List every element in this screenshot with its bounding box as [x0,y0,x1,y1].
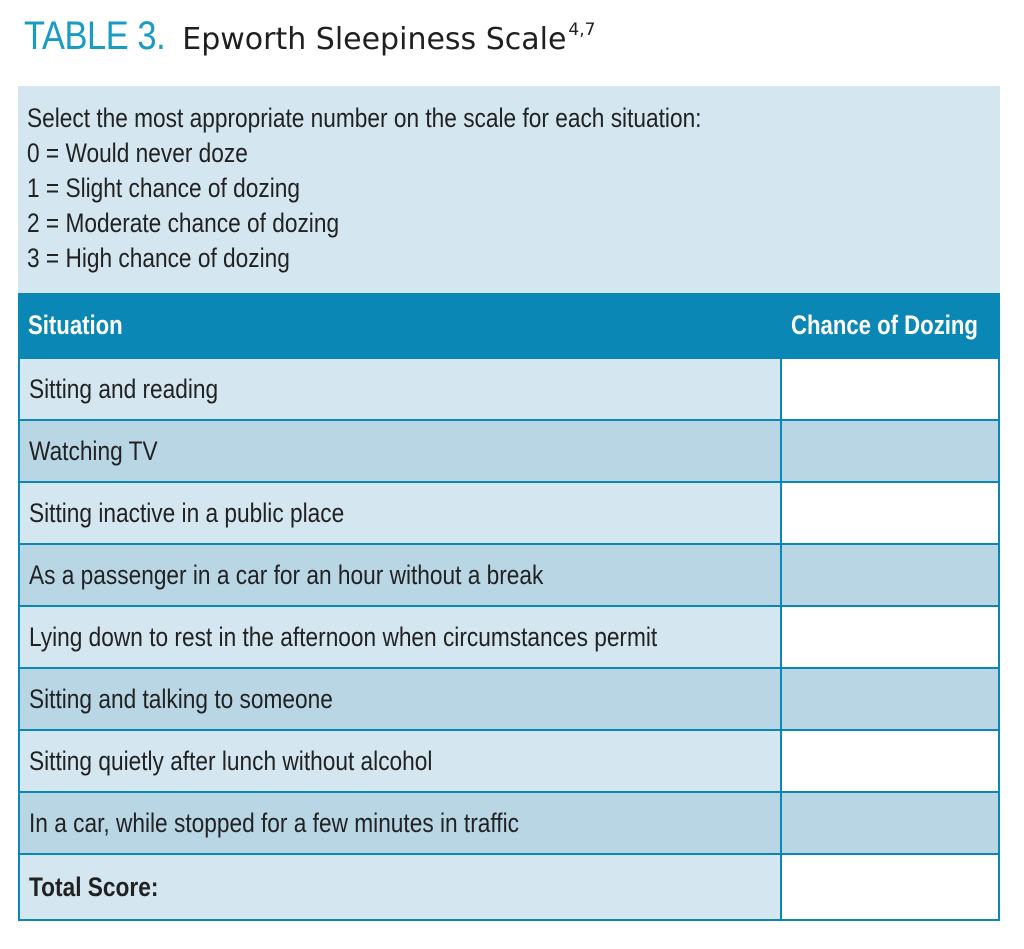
table-title [24,14,595,74]
table-row [18,543,1000,605]
situation-label: Watching TV [29,436,158,466]
situation-label: Sitting and reading [29,374,219,404]
scale-item-3: 3 = High chance of dozing [27,243,290,273]
scale-item-1: 1 = Slight chance of dozing [27,173,300,203]
table-row [18,667,1000,729]
table-title-text: Epworth Sleepiness Scale [182,22,567,57]
situation-label: Sitting and talking to someone [29,684,333,714]
situation-cell [18,421,782,481]
total-score-label-cell [18,855,782,919]
situation-label: Lying down to rest in the afternoon when circumstances permit [29,622,658,652]
table-row [18,357,1000,419]
chance-input-cell[interactable] [782,731,1000,791]
instructions-line-intro: Select the most appropriate number on the scale for each situation: [27,103,702,133]
sleepiness-table [18,293,1000,921]
instructions-box [18,86,1000,294]
table-row [18,481,1000,543]
header-situation: Situation [28,310,123,340]
chance-input-cell[interactable] [782,669,1000,729]
table-row [18,791,1000,853]
chance-input-cell[interactable] [782,545,1000,605]
reference-superscript: 4,7 [568,20,596,40]
situation-label: Sitting quietly after lunch without alcohol [29,746,433,776]
chance-input-cell[interactable] [782,607,1000,667]
situation-cell [18,731,782,791]
situation-cell [18,669,782,729]
total-score-label: Total Score: [29,872,159,902]
scale-item-0: 0 = Would never doze [27,138,248,168]
table-row [18,605,1000,667]
situation-label: In a car, while stopped for a few minutes in traffic [29,808,519,838]
total-score-input-cell[interactable] [782,855,1000,919]
situation-cell [18,359,782,419]
table-bottom-border [18,919,1000,921]
table-row [18,419,1000,481]
table-row [18,729,1000,791]
chance-input-cell[interactable] [782,359,1000,419]
chance-input-cell[interactable] [782,421,1000,481]
situation-label: Sitting inactive in a public place [29,498,345,528]
situation-cell [18,607,782,667]
situation-label: As a passenger in a car for an hour without a break [29,560,544,590]
header-chance-of-dozing: Chance of Dozing [791,310,978,340]
chance-input-cell[interactable] [782,793,1000,853]
total-score-row [18,853,1000,919]
scale-item-2: 2 = Moderate chance of dozing [27,208,340,238]
table-number-label: TABLE 3. [24,14,166,58]
table-header [18,293,1000,357]
situation-cell [18,793,782,853]
situation-cell [18,483,782,543]
situation-cell [18,545,782,605]
chance-input-cell[interactable] [782,483,1000,543]
